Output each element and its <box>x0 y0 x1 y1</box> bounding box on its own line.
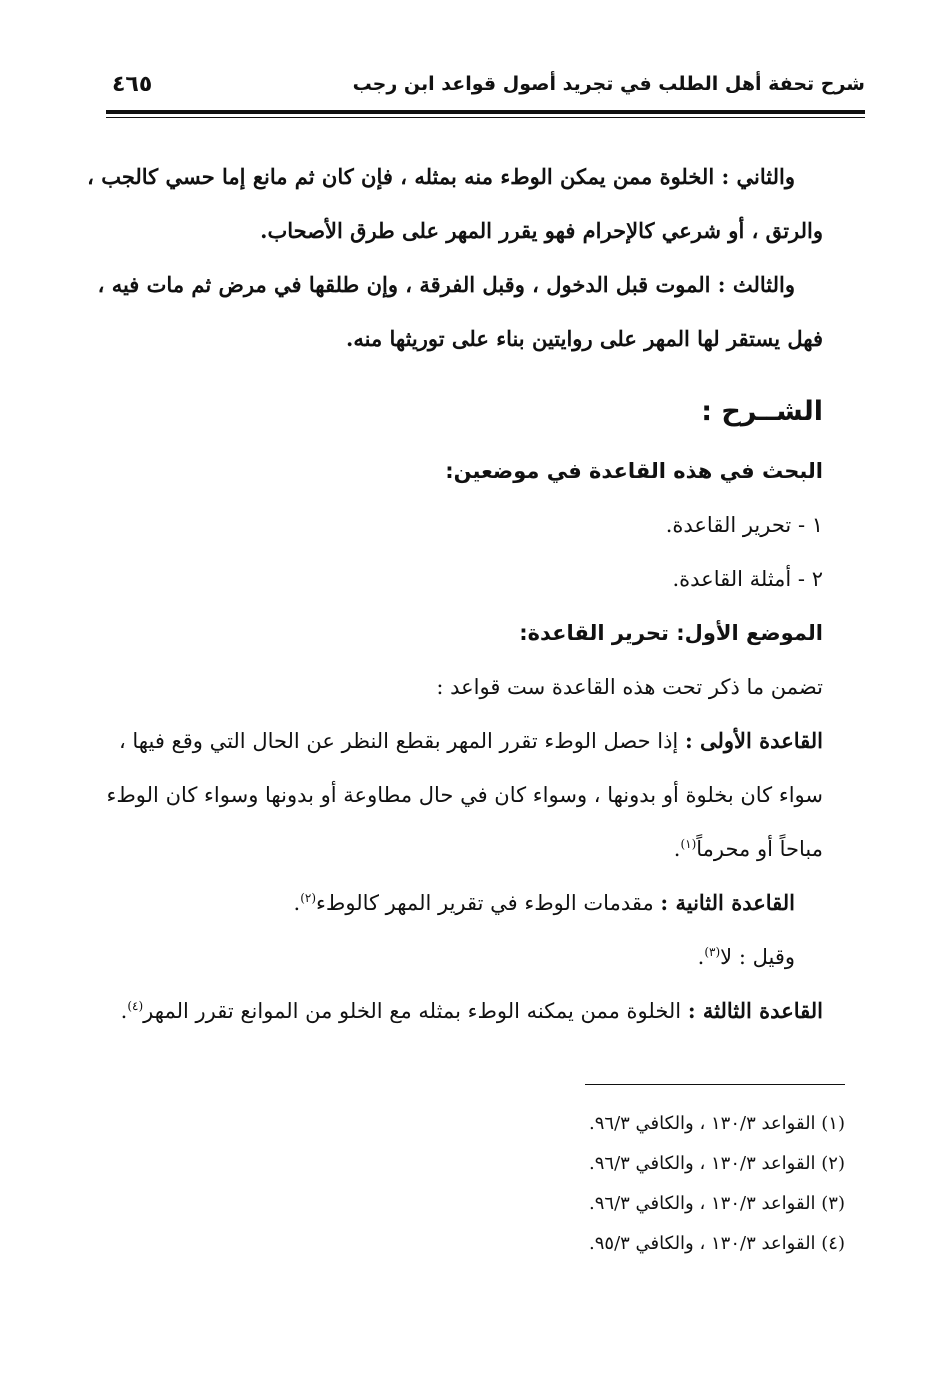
study-heading: البحث في هذه القاعدة في موضعين: <box>445 459 823 483</box>
footnote-ref: (٣) <box>704 945 721 959</box>
footnote-separator <box>585 1084 845 1085</box>
rule2-text: مقدمات الوطء في تقرير المهر كالوطء <box>316 891 654 915</box>
topic-item: ١ - تحرير القاعدة. <box>665 513 823 537</box>
footnote: (٣) القواعد ١٣٠/٣ ، والكافي ٩٦/٣. <box>589 1193 845 1214</box>
period: . <box>697 945 705 969</box>
footnote: (٤) القواعد ١٣٠/٣ ، والكافي ٩٥/٣. <box>589 1233 845 1254</box>
running-header <box>112 64 865 104</box>
rule2-label: القاعدة الثانية : <box>660 890 795 915</box>
paragraph-line: والثالث : الموت قبل الدخول ، وقبل الفرقة ، وإن طلقها في مرض ثم مات فيه ، <box>97 272 795 297</box>
footnote: (٢) القواعد ١٣٠/٣ ، والكافي ٩٦/٣. <box>589 1153 845 1174</box>
rule3-text: الخلوة ممن يمكنه الوطء بمثله مع الخلو من الموانع تقرر المهر <box>143 999 682 1023</box>
topic-item: ٢ - أمثلة القاعدة. <box>672 567 823 591</box>
paragraph-line: والرتق ، أو شرعي كالإحرام فهو يقرر المهر على طرق الأصحاب. <box>260 218 823 243</box>
paragraph-line: فهل يستقر لها المهر على روايتين بناء على توريثها منه. <box>346 326 823 351</box>
footnote-ref: (٢) <box>300 891 317 905</box>
rule1-text: إذا حصل الوطء تقرر المهر بقطع النظر عن الحال التي وقع فيها ، <box>118 729 679 753</box>
main-text <box>87 150 823 1038</box>
rule2-line <box>111 876 823 930</box>
rule3-line <box>111 984 823 1038</box>
rule1-label: القاعدة الأولى : <box>684 728 823 753</box>
running-header-title: شرح تحفة أهل الطلب في تجريد أصول قواعد ابن رجب <box>352 73 865 95</box>
rule1-line <box>111 822 823 876</box>
footnote-ref: (٤) <box>127 999 144 1013</box>
footnote: (١) القواعد ١٣٠/٣ ، والكافي ٩٦/٣. <box>589 1113 845 1134</box>
header-rule-thin <box>106 117 865 118</box>
page-number: ٤٦٥ <box>112 71 153 97</box>
header-rule-thick <box>106 110 865 114</box>
sharh-heading: الشــرح : <box>701 396 823 427</box>
qila-text: وقيل : لا <box>720 945 795 969</box>
rule1-text: مباحاً أو محرماً <box>696 837 823 861</box>
qila-line <box>111 930 823 984</box>
period: . <box>293 891 301 915</box>
intro-line: تضمن ما ذكر تحت هذه القاعدة ست قواعد : <box>436 675 823 699</box>
rule1-line: سواء كان بخلوة أو بدونها ، وسواء كان في حال مطاوعة أو بدونها وسواء كان الوطء <box>106 783 823 807</box>
rule3-label: القاعدة الثالثة : <box>687 998 823 1023</box>
paragraph-line: والثاني : الخلوة ممن يمكن الوطء منه بمثله ، فإن كان ثم مانع إما حسي كالجب ، <box>87 164 795 189</box>
first-topic-heading: الموضع الأول: تحرير القاعدة: <box>519 621 823 645</box>
footnote-ref: (١) <box>680 837 697 851</box>
rule1-line <box>111 714 823 768</box>
footnotes <box>345 1104 845 1264</box>
period: . <box>120 999 128 1023</box>
period: . <box>673 837 681 861</box>
